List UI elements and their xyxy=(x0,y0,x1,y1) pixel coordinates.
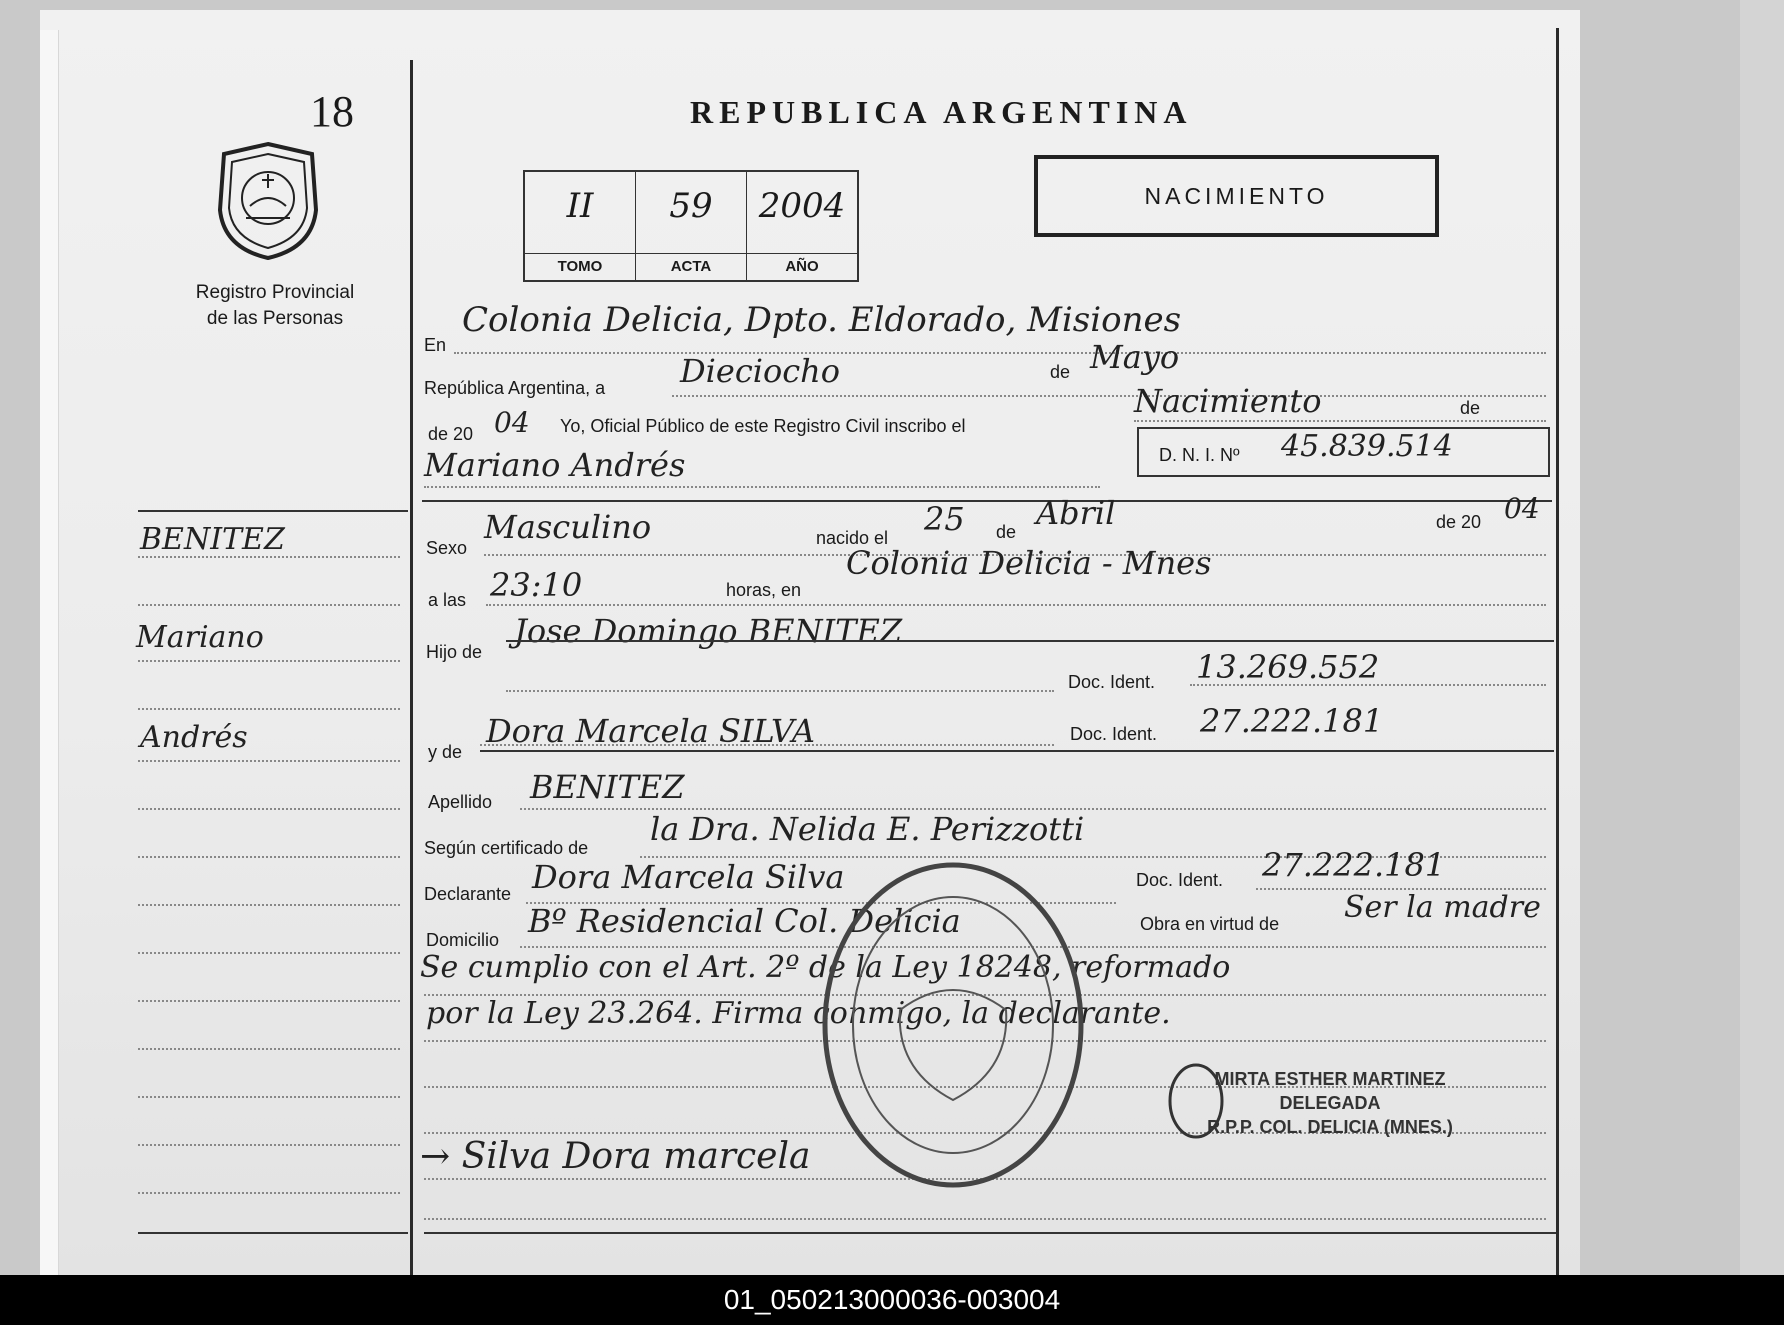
label-y-de: y de xyxy=(428,742,463,762)
dni-value: 45.839.514 xyxy=(1281,429,1453,464)
year-label: AÑO xyxy=(747,253,857,280)
acta-label: ACTA xyxy=(636,253,746,280)
margin-line xyxy=(138,1000,400,1002)
year-suffix: 04 xyxy=(494,406,530,439)
document-title: REPUBLICA ARGENTINA xyxy=(690,94,1193,130)
margin-line xyxy=(138,556,400,558)
margin-first-name: Mariano xyxy=(136,620,264,655)
margin-line xyxy=(138,1096,400,1098)
margin-line xyxy=(138,760,400,762)
margin-line xyxy=(138,856,400,858)
label-en: En xyxy=(424,335,447,355)
margin-line xyxy=(138,1192,400,1194)
registry-name xyxy=(160,280,390,332)
fill-line xyxy=(672,395,1546,397)
provincial-seal-icon xyxy=(212,140,324,262)
official-role: DELEGADA xyxy=(1279,1093,1381,1113)
margin-line xyxy=(138,952,400,954)
margin-second-name: Andrés xyxy=(140,720,248,755)
margin-line xyxy=(138,604,400,606)
label-de-3: de xyxy=(996,522,1017,542)
fill-line xyxy=(424,486,1100,488)
acta-reference-table xyxy=(523,170,859,282)
notes-line-2: por la Ley 23.264. Firma conmigo, la declarante. xyxy=(426,996,1171,1031)
label-de-20-2: de 20 xyxy=(1436,512,1482,532)
margin-line xyxy=(138,708,400,710)
certificate-value: la Dra. Nelida E. Perizzotti xyxy=(650,810,1085,848)
fill-line xyxy=(454,352,1546,354)
fill-line xyxy=(1190,684,1546,686)
birth-day-value: 25 xyxy=(924,500,965,538)
label-declarante: Declarante xyxy=(424,884,512,904)
sex-value: Masculino xyxy=(484,508,652,546)
label-de-2: de xyxy=(1460,398,1481,418)
year-value: 2004 xyxy=(758,186,846,226)
label-a-las: a las xyxy=(428,590,467,610)
capacity-value: Ser la madre xyxy=(1344,890,1541,925)
acta-value: 59 xyxy=(669,186,713,226)
official-name: MIRTA ESTHER MARTINEZ xyxy=(1214,1069,1446,1089)
tomo-cell xyxy=(525,172,636,280)
official-office: R.P.P. COL. DELICIA (MNES.) xyxy=(1207,1117,1453,1137)
label-obra: Obra en virtud de xyxy=(1140,914,1280,934)
child-name-value: Mariano Andrés xyxy=(424,446,686,484)
declarant-doc-value: 27.222.181 xyxy=(1262,846,1446,884)
mother-value: Dora Marcela SILVA xyxy=(486,712,816,750)
father-value: Jose Domingo BENITEZ xyxy=(514,612,903,650)
margin-line xyxy=(138,904,400,906)
official-signature-stamp xyxy=(1170,1065,1490,1145)
label-sexo: Sexo xyxy=(426,538,468,558)
image-id-bar xyxy=(0,1275,1784,1325)
image-id: 01_050213000036-003004 xyxy=(723,1284,1061,1315)
mother-doc-value: 27.222.181 xyxy=(1200,702,1384,740)
margin-bottom-rule xyxy=(138,1232,408,1234)
registry-round-stamp xyxy=(820,860,1086,1190)
tomo-label: TOMO xyxy=(525,253,635,280)
day-value: Dieciocho xyxy=(680,352,841,390)
declarant-value: Dora Marcela Silva xyxy=(532,858,845,896)
label-domicilio: Domicilio xyxy=(426,930,500,950)
label-de: de xyxy=(1050,362,1071,382)
fill-line xyxy=(506,690,1054,692)
label-republica: República Argentina, a xyxy=(424,378,606,398)
surname-value: BENITEZ xyxy=(530,768,685,806)
label-doc-ident-2: Doc. Ident. xyxy=(1070,724,1158,744)
place-value: Colonia Delicia, Dpto. Eldorado, Misiones xyxy=(462,300,1182,340)
label-yo-oficial: Yo, Oficial Público de este Registro Civil inscribo el xyxy=(560,416,966,436)
page-edge xyxy=(40,30,59,1275)
month-value: Mayo xyxy=(1090,338,1180,376)
margin-line xyxy=(138,1048,400,1050)
label-dni: D. N. I. Nº xyxy=(1159,445,1240,465)
label-horas: horas, en xyxy=(726,580,802,600)
birth-place-value: Colonia Delicia - Mnes xyxy=(846,544,1212,582)
notes-line-1: Se cumplio con el Art. 2º de la Ley 18248, reformado xyxy=(420,950,1231,985)
father-doc-value: 13.269.552 xyxy=(1196,648,1380,686)
label-nacido: nacido el xyxy=(816,528,889,548)
time-value: 23:10 xyxy=(490,566,583,604)
section-rule xyxy=(480,750,1554,752)
section-rule xyxy=(422,500,1552,502)
label-apellido: Apellido xyxy=(428,792,493,812)
year-cell xyxy=(747,172,857,280)
fill-line xyxy=(480,744,1054,746)
margin-top-rule xyxy=(138,510,408,512)
fill-line xyxy=(486,604,1546,606)
margin-surname: BENITEZ xyxy=(140,522,285,557)
registry-line-1: Registro Provincial xyxy=(195,282,355,303)
section-rule xyxy=(506,640,1554,642)
birth-year-suffix: 04 xyxy=(1504,492,1540,525)
label-segun: Según certificado de xyxy=(424,838,589,858)
dni-box xyxy=(1137,427,1550,477)
record-type-box: NACIMIENTO xyxy=(1034,155,1439,237)
fill-line xyxy=(424,1218,1546,1220)
bottom-rule xyxy=(424,1232,1556,1234)
birth-month-value: Abril xyxy=(1036,494,1116,532)
acta-cell xyxy=(636,172,747,280)
label-doc-ident-3: Doc. Ident. xyxy=(1136,870,1224,890)
registry-line-2: de las Personas xyxy=(206,308,344,329)
label-de-20: de 20 xyxy=(428,424,474,444)
tomo-value: II xyxy=(566,186,594,226)
margin-line xyxy=(138,1144,400,1146)
margin-divider xyxy=(410,60,413,1275)
act-value: Nacimiento xyxy=(1134,382,1322,420)
label-doc-ident: Doc. Ident. xyxy=(1068,672,1156,692)
label-hijo-de: Hijo de xyxy=(426,642,483,662)
address-value: Bº Residencial Col. Delicia xyxy=(528,902,961,940)
margin-line xyxy=(138,660,400,662)
margin-line xyxy=(138,808,400,810)
fill-line xyxy=(1134,420,1546,422)
right-border xyxy=(1556,28,1559,1275)
declarant-signature: → Silva Dora marcela xyxy=(420,1136,811,1177)
background-strip xyxy=(1740,0,1784,1275)
page-number: 18 xyxy=(310,87,354,136)
